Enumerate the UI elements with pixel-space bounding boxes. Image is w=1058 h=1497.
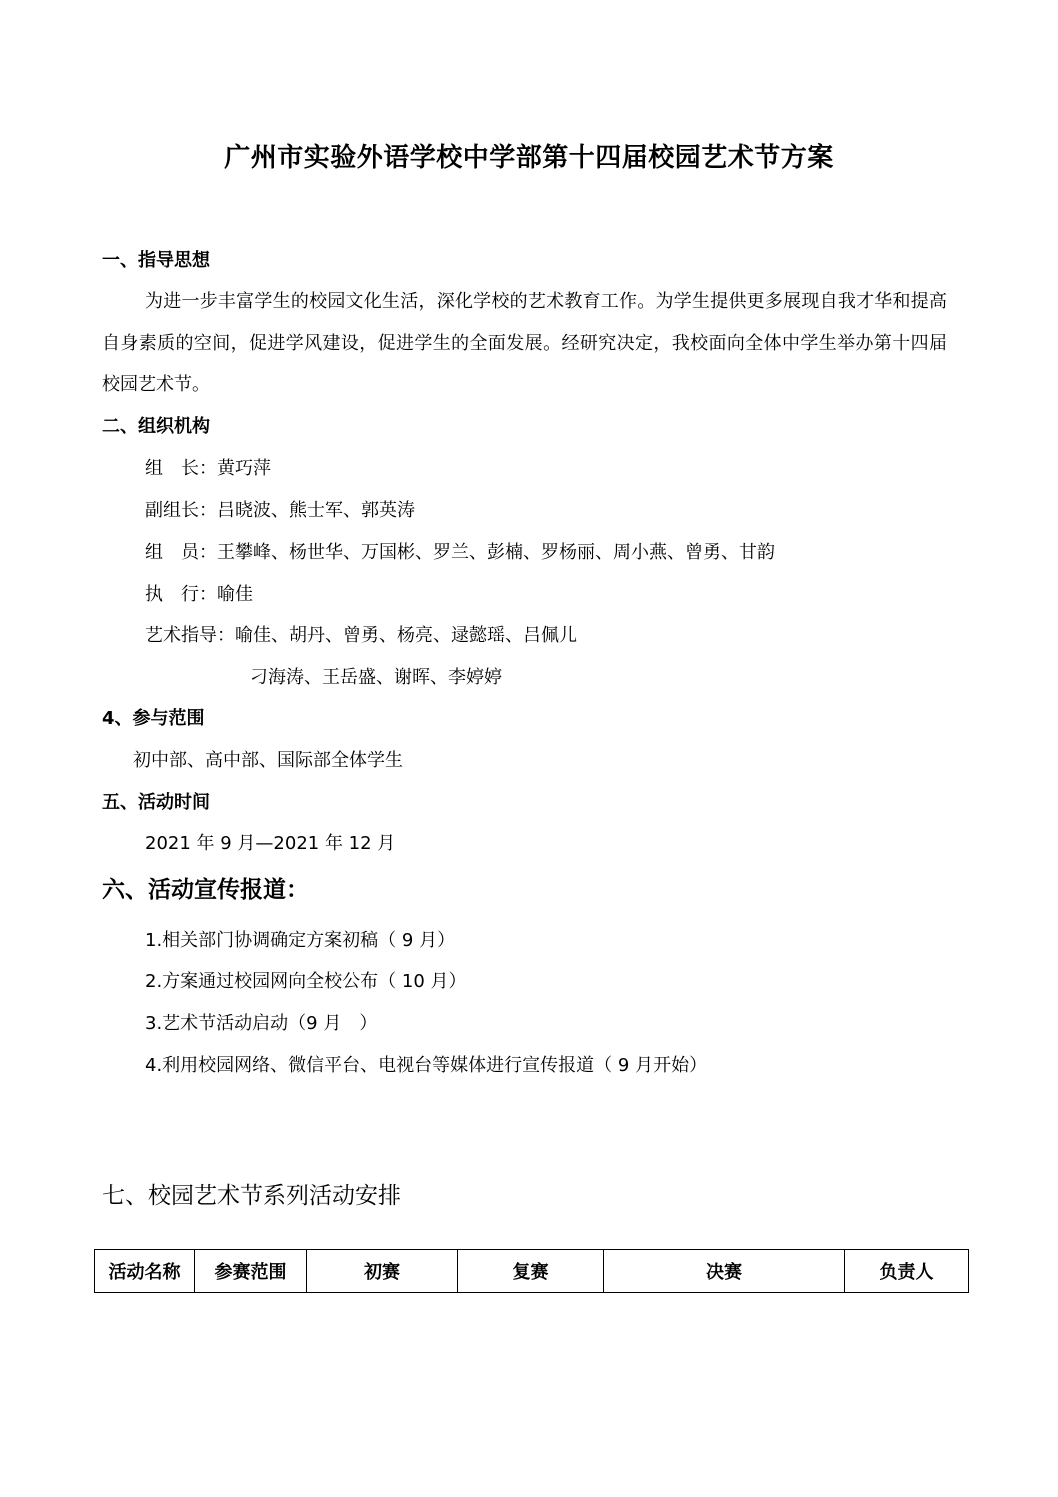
section-heading-activity-arrangement: 七、校园艺术节系列活动安排: [102, 1183, 401, 1209]
guiding-principle-paragraph: 为进一步丰富学生的校园文化生活，深化学校的艺术教育工作。为学生提供更多展现自我才华和提高自身素质的空间，促进学风建设，促进学生的全面发展。经研究决定，我校面向全体中学生举办第十四届校园艺术节。: [102, 291, 947, 395]
schedule-time-text: 2021 年 9 月—2021 年 12 月: [145, 833, 396, 854]
document-title: 广州市实验外语学校中学部第十四届校园艺术节方案: [224, 143, 834, 173]
table-header-row: [95, 1250, 969, 1293]
section-heading-guiding-principle: 一、指导思想: [102, 250, 210, 271]
column-header-person-in-charge: 负责人: [845, 1250, 969, 1293]
section-heading-scope: 4、参与范围: [102, 708, 205, 729]
column-header-participants: 参赛范围: [195, 1250, 307, 1293]
publicity-item: 2.方案通过校园网向全校公布（ 10 月）: [145, 971, 467, 992]
section-heading-schedule-time: 五、活动时间: [102, 792, 210, 813]
column-header-semifinal: 复赛: [458, 1250, 604, 1293]
publicity-item: 4.利用校园网络、微信平台、电视台等媒体进行宣传报道（ 9 月开始）: [145, 1055, 708, 1076]
section-heading-publicity: 六、活动宣传报道：: [102, 877, 309, 903]
column-header-final: 决赛: [604, 1250, 845, 1293]
publicity-item: 1.相关部门协调确定方案初稿（ 9 月）: [145, 930, 456, 951]
publicity-item: 3.艺术节活动启动（9 月 ）: [145, 1013, 378, 1034]
org-deputy-leader-line: 副组长：吕晓波、熊士军、郭英涛: [145, 500, 415, 521]
org-members-line: 组 员：王攀峰、杨世华、万国彬、罗兰、彭楠、罗杨丽、周小燕、曾勇、甘韵: [145, 542, 775, 563]
org-executor-line: 执 行：喻佳: [145, 584, 253, 605]
scope-text: 初中部、高中部、国际部全体学生: [133, 750, 403, 771]
column-header-preliminary: 初赛: [307, 1250, 458, 1293]
org-art-advisors-line: 艺术指导：喻佳、胡丹、曾勇、杨亮、逯懿瑶、吕佩儿: [145, 625, 577, 646]
activity-schedule-table: [94, 1249, 969, 1293]
section-heading-organization: 二、组织机构: [102, 416, 210, 437]
org-art-advisors-continued-line: 刁海涛、王岳盛、谢晖、李婷婷: [250, 667, 502, 688]
column-header-activity-name: 活动名称: [95, 1250, 195, 1293]
org-leader-line: 组 长：黄巧萍: [145, 458, 271, 479]
